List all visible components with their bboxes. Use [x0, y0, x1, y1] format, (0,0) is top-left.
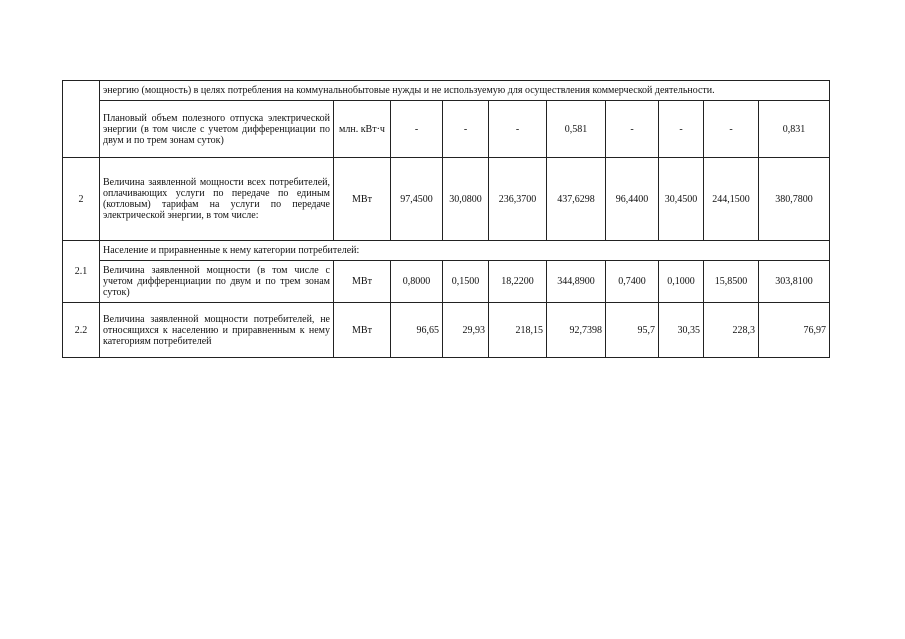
section-text-cell: Население и приравненные к нему категории потребителей:: [100, 241, 830, 261]
value-cell: 437,6298: [547, 158, 606, 241]
unit-cell: МВт: [334, 158, 391, 241]
table-row: [63, 241, 830, 261]
value-cell: -: [606, 101, 659, 158]
table-row: [63, 158, 830, 241]
value-cell: 0,1000: [659, 261, 704, 303]
table-row: [63, 101, 830, 158]
value-cell: 92,7398: [547, 303, 606, 358]
value-cell: 30,4500: [659, 158, 704, 241]
value-cell: 0,1500: [443, 261, 489, 303]
value-cell: -: [489, 101, 547, 158]
value-cell: -: [704, 101, 759, 158]
value-cell: 0,8000: [391, 261, 443, 303]
row-number-cell: 2.1: [63, 241, 100, 303]
indicator-description: Величина заявленной мощности потребителей, не относящихся к населению и приравненным к нему категориям потребителей: [100, 303, 334, 358]
indicator-description: Плановый объем полезного отпуска электрической энергии (в том числе с учетом дифференциации по двум и по трем зонам суток): [100, 101, 334, 158]
value-cell: 0,831: [759, 101, 830, 158]
value-cell: 30,35: [659, 303, 704, 358]
row-number-cell: 2.2: [63, 303, 100, 358]
value-cell: 18,2200: [489, 261, 547, 303]
value-cell: -: [659, 101, 704, 158]
row-number-cell: 2: [63, 158, 100, 241]
value-cell: 236,3700: [489, 158, 547, 241]
value-cell: 303,8100: [759, 261, 830, 303]
value-cell: 380,7800: [759, 158, 830, 241]
value-cell: 30,0800: [443, 158, 489, 241]
row-number-cell: [63, 81, 100, 158]
value-cell: 76,97: [759, 303, 830, 358]
table-row: [63, 303, 830, 358]
indicator-description: Величина заявленной мощности (в том числе с учетом дифференциации по двум и по трем зонам суток): [100, 261, 334, 303]
table-row: [63, 81, 830, 101]
value-cell: 15,8500: [704, 261, 759, 303]
unit-cell: млн. кВт·ч: [334, 101, 391, 158]
value-cell: 244,1500: [704, 158, 759, 241]
indicator-description: Величина заявленной мощности всех потребителей, оплачивающих услуги по передаче по единым (котловым) тарифам на услуги по передаче электрической энергии, в том числе:: [100, 158, 334, 241]
unit-cell: МВт: [334, 261, 391, 303]
value-cell: -: [391, 101, 443, 158]
value-cell: 344,8900: [547, 261, 606, 303]
value-cell: 96,65: [391, 303, 443, 358]
value-cell: 228,3: [704, 303, 759, 358]
section-text-cell: энергию (мощность) в целях потребления на коммунальнобытовые нужды и не используемую для осуществления коммерческой деятельности.: [100, 81, 830, 101]
value-cell: 0,581: [547, 101, 606, 158]
value-cell: -: [443, 101, 489, 158]
value-cell: 97,4500: [391, 158, 443, 241]
value-cell: 0,7400: [606, 261, 659, 303]
value-cell: 96,4400: [606, 158, 659, 241]
table-row: [63, 261, 830, 303]
value-cell: 218,15: [489, 303, 547, 358]
value-cell: 95,7: [606, 303, 659, 358]
data-table: [62, 80, 830, 358]
value-cell: 29,93: [443, 303, 489, 358]
unit-cell: МВт: [334, 303, 391, 358]
